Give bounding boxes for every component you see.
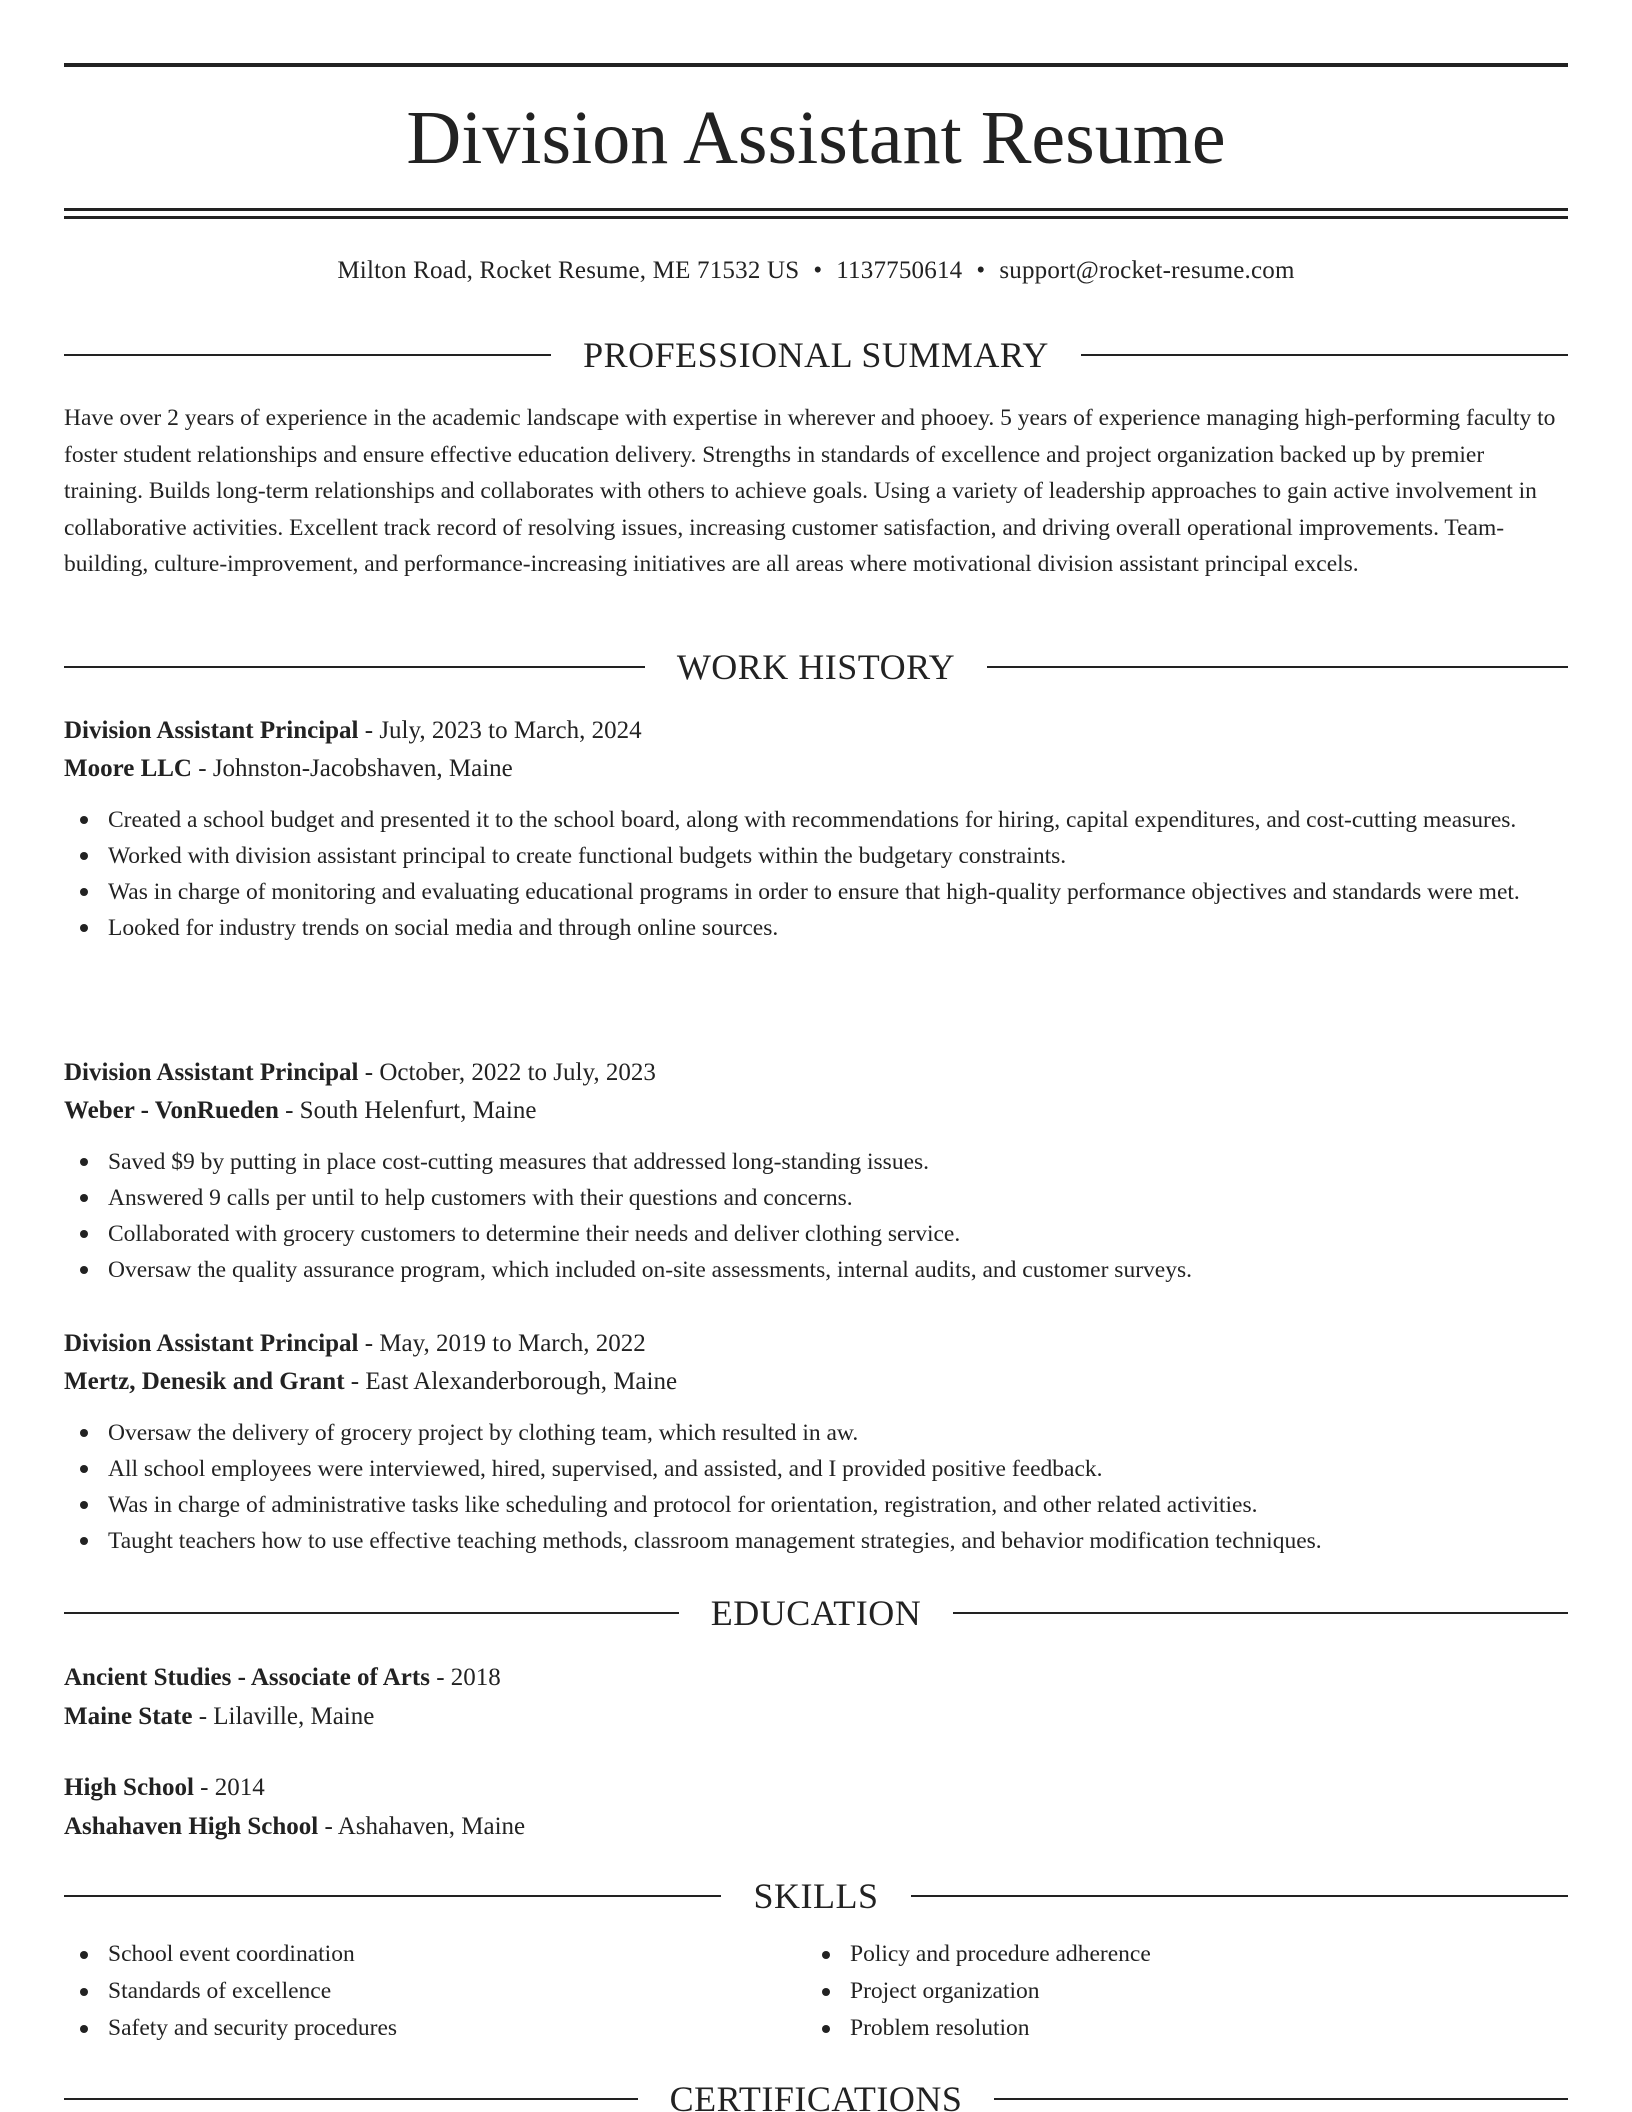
job-title: Division Assistant Principal (64, 717, 359, 744)
resume-title: Division Assistant Resume (406, 96, 1226, 180)
education-location: - Lilaville, Maine (192, 1703, 375, 1730)
job-entry (64, 1054, 1568, 1288)
education-school-line (64, 1697, 1568, 1736)
job-dates: - May, 2019 to March, 2022 (358, 1330, 646, 1357)
list-item: Oversaw the quality assurance program, which included on-site assessments, internal audits, and customer surveys. (64, 1252, 1568, 1288)
job-entry (64, 1325, 1568, 1559)
education-year: - 2014 (193, 1774, 265, 1801)
job-bullets (64, 802, 1568, 946)
job-location: - Johnston-Jacobshaven, Maine (192, 755, 513, 782)
list-item: Answered 9 calls per until to help customers with their questions and concerns. (64, 1180, 1568, 1216)
section-title: CERTIFICATIONS (638, 2077, 995, 2112)
education-school: Maine State (64, 1703, 193, 1730)
section-title: EDUCATION (679, 1591, 953, 1635)
education-degree: High School (64, 1774, 194, 1801)
education-school: Ashahaven High School (64, 1813, 319, 1840)
contact-email: support@rocket-resume.com (999, 257, 1295, 284)
job-company-line (64, 750, 1568, 788)
job-company-line (64, 1092, 1568, 1130)
list-item: Oversaw the delivery of grocery project by clothing team, which resulted in aw. (64, 1415, 1568, 1451)
education-year: - 2018 (429, 1664, 501, 1691)
job-dates: - July, 2023 to March, 2024 (358, 717, 642, 744)
job-title-line (64, 1054, 1568, 1092)
education-degree-line (64, 1658, 1568, 1697)
section-heading-summary (64, 333, 1568, 377)
list-item: All school employees were interviewed, hired, supervised, and assisted, and I provided positive feedback. (64, 1451, 1568, 1487)
skills-list-right (806, 1936, 1506, 2047)
education-location: - Ashahaven, Maine (318, 1813, 526, 1840)
list-item: Collaborated with grocery customers to determine their needs and deliver clothing service. (64, 1216, 1568, 1252)
section-heading-work-history (64, 645, 1568, 689)
skill-item: Project organization (806, 1973, 1506, 2010)
job-title: Division Assistant Principal (64, 1059, 359, 1086)
list-item: Worked with division assistant principal to create functional budgets within the budgetary constraints. (64, 838, 1568, 874)
section-heading-certifications (64, 2077, 1568, 2112)
skill-item: Standards of excellence (64, 1973, 764, 2010)
education-school-line (64, 1807, 1568, 1846)
section-heading-education (64, 1591, 1568, 1635)
job-location: - East Alexanderborough, Maine (344, 1368, 678, 1395)
section-heading-skills (64, 1874, 1568, 1918)
section-title: WORK HISTORY (645, 645, 987, 689)
skills-list-left (64, 1936, 764, 2047)
job-title-line (64, 1325, 1568, 1363)
skill-item: Problem resolution (806, 2010, 1506, 2047)
summary-paragraph: Have over 2 years of experience in the academic landscape with expertise in wherever and phooey. 5 years of experience managing high-performing faculty to foster student relationships and ensure effective education delivery. Strengths in standards of excellence and project organization backed up by premier training. Builds long-term relationships and collaborates with others to achieve goals. Using a variety of leadership approaches to gain active involvement in collaborative activities. Excellent track record of resolving issues, increasing customer satisfaction, and driving overall operational improvements. Team-building, culture-improvement, and performance-increasing initiatives are all areas where motivational division assistant principal excels. (64, 405, 1556, 578)
job-bullets (64, 1144, 1568, 1288)
contact-phone: 1137750614 (836, 257, 963, 284)
skill-item: Policy and procedure adherence (806, 1936, 1506, 1973)
education-entry (64, 1658, 1568, 1736)
education-entry (64, 1768, 1568, 1846)
job-dates: - October, 2022 to July, 2023 (358, 1059, 656, 1086)
list-item: Saved $9 by putting in place cost-cutting measures that addressed long-standing issues. (64, 1144, 1568, 1180)
job-bullets (64, 1415, 1568, 1559)
job-title-line (64, 712, 1568, 750)
job-company: Moore LLC (64, 755, 192, 782)
contact-address: Milton Road, Rocket Resume, ME 71532 US (337, 257, 800, 284)
job-title: Division Assistant Principal (64, 1330, 359, 1357)
top-rule (64, 63, 1568, 67)
title-rule-lower (64, 216, 1568, 219)
skill-item: Safety and security procedures (64, 2010, 764, 2047)
list-item: Created a school budget and presented it to the school board, along with recommendations for hiring, capital expenditures, and cost-cutting measures. (64, 802, 1568, 838)
contact-line (64, 254, 1568, 288)
job-company-line (64, 1363, 1568, 1401)
list-item: Taught teachers how to use effective teaching methods, classroom management strategies, and behavior modification techniques. (64, 1523, 1568, 1559)
section-title: PROFESSIONAL SUMMARY (551, 333, 1081, 377)
list-item: Looked for industry trends on social media and through online sources. (64, 910, 1568, 946)
skill-item: School event coordination (64, 1936, 764, 1973)
job-company: Mertz, Denesik and Grant (64, 1368, 345, 1395)
contact-separator: • (813, 257, 823, 284)
list-item: Was in charge of administrative tasks like scheduling and protocol for orientation, registration, and other related activities. (64, 1487, 1568, 1523)
contact-separator: • (976, 257, 986, 284)
section-title: SKILLS (721, 1874, 910, 1918)
job-entry (64, 712, 1568, 946)
education-degree: Ancient Studies - Associate of Arts (64, 1664, 430, 1691)
list-item: Was in charge of monitoring and evaluating educational programs in order to ensure that high-quality performance objectives and standards were met. (64, 874, 1568, 910)
title-rule-upper (64, 208, 1568, 211)
job-location: - South Helenfurt, Maine (278, 1097, 537, 1124)
job-company: Weber - VonRueden (64, 1097, 279, 1124)
education-degree-line (64, 1768, 1568, 1807)
